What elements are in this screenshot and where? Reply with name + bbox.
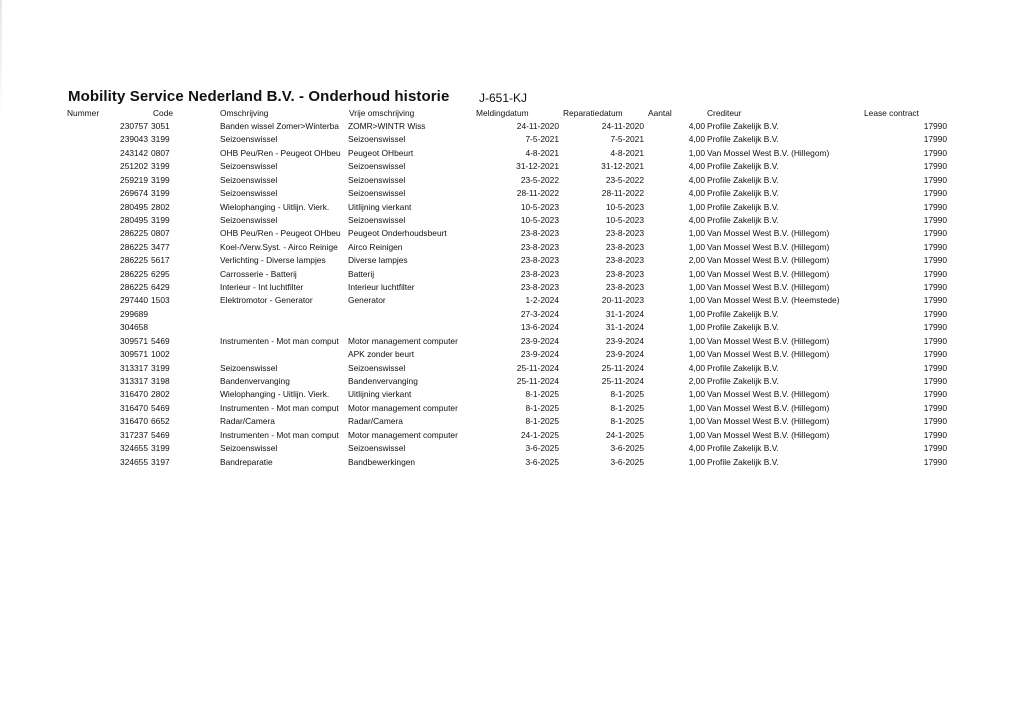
cell-meldingdatum: 8-1-2025	[525, 416, 559, 427]
cell-nummer: 280495	[120, 201, 148, 212]
cell-code: 3199	[151, 362, 170, 373]
cell-meldingdatum: 23-9-2024	[520, 335, 559, 346]
cell-reparatiedatum: 23-9-2024	[605, 349, 644, 360]
table-row	[0, 215, 1024, 228]
cell-aantal: 1,00	[688, 147, 705, 158]
cell-lease-contract: 17990	[923, 228, 947, 239]
cell-code: 3199	[151, 134, 170, 145]
cell-omschrijving: Koel-/Verw.Syst. - Airco Reinige	[220, 241, 338, 252]
cell-reparatiedatum: 4-8-2021	[610, 147, 644, 158]
cell-reparatiedatum: 8-1-2025	[610, 389, 644, 400]
cell-meldingdatum: 23-8-2023	[520, 282, 559, 293]
cell-aantal: 1,00	[688, 282, 705, 293]
cell-vrije-omschrijving: Diverse lampjes	[348, 255, 408, 266]
cell-omschrijving: Radar/Camera	[220, 416, 275, 427]
cell-reparatiedatum: 23-9-2024	[605, 335, 644, 346]
cell-omschrijving: Seizoenswissel	[220, 443, 278, 454]
cell-crediteur: Profile Zakelijk B.V.	[707, 375, 779, 386]
cell-code: 2802	[151, 389, 170, 400]
cell-code: 3199	[151, 161, 170, 172]
cell-lease-contract: 17990	[923, 134, 947, 145]
cell-meldingdatum: 4-8-2021	[525, 147, 559, 158]
cell-nummer: 230757	[120, 121, 148, 131]
cell-code: 3477	[151, 241, 170, 252]
cell-crediteur: Van Mossel West B.V. (Hillegom)	[707, 389, 830, 400]
table-row	[0, 269, 1024, 282]
table-row	[0, 188, 1024, 201]
cell-aantal: 1,00	[688, 322, 705, 333]
cell-aantal: 4,00	[688, 188, 705, 199]
cell-meldingdatum: 28-11-2022	[516, 188, 559, 199]
cell-code: 6429	[151, 282, 170, 293]
cell-lease-contract: 17990	[923, 416, 947, 427]
cell-lease-contract: 17990	[923, 308, 947, 319]
cell-nummer: 297440	[120, 295, 148, 306]
cell-crediteur: Van Mossel West B.V. (Hillegom)	[707, 416, 830, 427]
cell-reparatiedatum: 7-5-2021	[610, 134, 644, 145]
cell-reparatiedatum: 3-6-2025	[610, 443, 644, 454]
cell-meldingdatum: 24-11-2020	[516, 121, 559, 131]
cell-vrije-omschrijving: ZOMR>WINTR Wiss	[348, 121, 426, 131]
cell-crediteur: Profile Zakelijk B.V.	[707, 456, 779, 467]
cell-code: 3197	[151, 456, 170, 467]
cell-aantal: 1,00	[688, 228, 705, 239]
cell-meldingdatum: 23-5-2022	[520, 174, 559, 185]
cell-crediteur: Profile Zakelijk B.V.	[707, 443, 779, 454]
cell-code: 3199	[151, 188, 170, 199]
cell-aantal: 4,00	[688, 134, 705, 145]
table-row	[0, 255, 1024, 268]
cell-reparatiedatum: 23-8-2023	[605, 255, 644, 266]
table-row	[0, 295, 1024, 308]
cell-crediteur: Van Mossel West B.V. (Hillegom)	[707, 402, 830, 413]
cell-aantal: 1,00	[688, 456, 705, 467]
table-row	[0, 336, 1024, 349]
cell-crediteur: Van Mossel West B.V. (Hillegom)	[707, 268, 830, 279]
cell-code: 1503	[151, 295, 170, 306]
cell-vrije-omschrijving: Interieur luchtfilter	[348, 282, 415, 293]
cell-omschrijving: Elektromotor - Generator	[220, 295, 313, 306]
cell-reparatiedatum: 23-8-2023	[605, 228, 644, 239]
cell-meldingdatum: 23-8-2023	[520, 268, 559, 279]
cell-nummer: 316470	[120, 402, 148, 413]
cell-vrije-omschrijving: Motor management computer	[348, 335, 458, 346]
cell-crediteur: Profile Zakelijk B.V.	[707, 161, 779, 172]
cell-nummer: 243142	[120, 147, 148, 158]
cell-lease-contract: 17990	[923, 201, 947, 212]
cell-lease-contract: 17990	[923, 362, 947, 373]
cell-omschrijving: Seizoenswissel	[220, 188, 278, 199]
cell-meldingdatum: 27-3-2024	[520, 308, 559, 319]
cell-vrije-omschrijving: Bandenvervanging	[348, 375, 418, 386]
cell-aantal: 1,00	[688, 201, 705, 212]
table-row	[0, 121, 1024, 134]
cell-meldingdatum: 25-11-2024	[516, 375, 559, 386]
cell-aantal: 2,00	[688, 375, 705, 386]
scan-edge	[0, 0, 2, 120]
cell-lease-contract: 17990	[923, 322, 947, 333]
cell-meldingdatum: 23-9-2024	[520, 349, 559, 360]
cell-lease-contract: 17990	[923, 402, 947, 413]
cell-reparatiedatum: 20-11-2023	[601, 295, 644, 306]
cell-lease-contract: 17990	[923, 375, 947, 386]
cell-omschrijving: Verlichting - Diverse lampjes	[220, 255, 326, 266]
cell-crediteur: Van Mossel West B.V. (Heemstede)	[707, 295, 840, 306]
cell-omschrijving: OHB Peu/Ren - Peugeot OHbeu	[220, 228, 341, 239]
cell-code: 5469	[151, 402, 170, 413]
cell-crediteur: Profile Zakelijk B.V.	[707, 308, 779, 319]
cell-nummer: 317237	[120, 429, 148, 440]
cell-code: 0807	[151, 228, 170, 239]
cell-vrije-omschrijving: Uitlijning vierkant	[348, 389, 412, 400]
cell-reparatiedatum: 24-1-2025	[605, 429, 644, 440]
cell-lease-contract: 17990	[923, 389, 947, 400]
cell-nummer: 286225	[120, 282, 148, 293]
cell-lease-contract: 17990	[923, 295, 947, 306]
table-row	[0, 242, 1024, 255]
cell-vrije-omschrijving: Seizoenswissel	[348, 362, 406, 373]
cell-reparatiedatum: 31-12-2021	[601, 161, 644, 172]
cell-lease-contract: 17990	[923, 174, 947, 185]
cell-omschrijving: Seizoenswissel	[220, 161, 278, 172]
cell-lease-contract: 17990	[923, 214, 947, 225]
cell-crediteur: Van Mossel West B.V. (Hillegom)	[707, 429, 830, 440]
cell-aantal: 1,00	[688, 389, 705, 400]
cell-reparatiedatum: 10-5-2023	[605, 214, 644, 225]
cell-lease-contract: 17990	[923, 255, 947, 266]
cell-omschrijving: Instrumenten - Mot man comput	[220, 429, 339, 440]
license-plate: J-651-KJ	[479, 91, 528, 105]
cell-vrije-omschrijving: Peugeot OHbeurt	[348, 147, 414, 158]
cell-crediteur: Van Mossel West B.V. (Hillegom)	[707, 228, 830, 239]
cell-meldingdatum: 10-5-2023	[520, 201, 559, 212]
header-reparatiedatum: Reparatiedatum	[563, 108, 623, 118]
page-title: Mobility Service Nederland B.V. - Onderhoud historie	[68, 88, 450, 105]
cell-code: 3199	[151, 443, 170, 454]
cell-meldingdatum: 31-12-2021	[516, 161, 559, 172]
cell-nummer: 286225	[120, 228, 148, 239]
cell-omschrijving: Interieur - Int luchtfilter	[220, 282, 304, 293]
cell-nummer: 316470	[120, 416, 148, 427]
cell-lease-contract: 17990	[923, 268, 947, 279]
cell-aantal: 4,00	[688, 362, 705, 373]
cell-vrije-omschrijving: Batterij	[348, 268, 375, 279]
cell-reparatiedatum: 8-1-2025	[610, 402, 644, 413]
cell-reparatiedatum: 31-1-2024	[605, 322, 644, 333]
cell-lease-contract: 17990	[923, 121, 947, 131]
cell-meldingdatum: 8-1-2025	[525, 389, 559, 400]
cell-crediteur: Van Mossel West B.V. (Hillegom)	[707, 335, 830, 346]
cell-code: 3199	[151, 174, 170, 185]
cell-lease-contract: 17990	[923, 241, 947, 252]
cell-meldingdatum: 7-5-2021	[525, 134, 559, 145]
cell-vrije-omschrijving: Uitlijning vierkant	[348, 201, 412, 212]
cell-meldingdatum: 25-11-2024	[516, 362, 559, 373]
cell-meldingdatum: 10-5-2023	[520, 214, 559, 225]
cell-crediteur: Profile Zakelijk B.V.	[707, 121, 779, 131]
cell-reparatiedatum: 3-6-2025	[610, 456, 644, 467]
table-row	[0, 148, 1024, 161]
cell-nummer: 251202	[120, 161, 148, 172]
cell-meldingdatum: 3-6-2025	[525, 456, 559, 467]
table-row	[0, 349, 1024, 362]
cell-omschrijving: Banden wissel Zomer>Winterba	[220, 121, 339, 131]
cell-lease-contract: 17990	[923, 188, 947, 199]
cell-aantal: 1,00	[688, 308, 705, 319]
cell-code: 3198	[151, 375, 170, 386]
cell-lease-contract: 17990	[923, 429, 947, 440]
cell-vrije-omschrijving: Motor management computer	[348, 429, 458, 440]
cell-lease-contract: 17990	[923, 349, 947, 360]
cell-nummer: 316470	[120, 389, 148, 400]
table-row	[0, 282, 1024, 295]
cell-vrije-omschrijving: Seizoenswissel	[348, 214, 406, 225]
cell-aantal: 1,00	[688, 416, 705, 427]
cell-omschrijving: Carrosserie - Batterij	[220, 268, 297, 279]
cell-meldingdatum: 13-6-2024	[520, 322, 559, 333]
cell-nummer: 313317	[120, 375, 148, 386]
cell-omschrijving: OHB Peu/Ren - Peugeot OHbeu	[220, 147, 341, 158]
cell-nummer: 269674	[120, 188, 148, 199]
table-row	[0, 134, 1024, 147]
cell-vrije-omschrijving: Radar/Camera	[348, 416, 403, 427]
cell-omschrijving: Seizoenswissel	[220, 214, 278, 225]
header-meldingdatum: Meldingdatum	[476, 108, 529, 118]
cell-vrije-omschrijving: Generator	[348, 295, 386, 306]
cell-vrije-omschrijving: Seizoenswissel	[348, 174, 406, 185]
cell-nummer: 313317	[120, 362, 148, 373]
cell-lease-contract: 17990	[923, 147, 947, 158]
cell-nummer: 286225	[120, 255, 148, 266]
cell-code: 5469	[151, 335, 170, 346]
cell-code: 3051	[151, 121, 170, 131]
table-row	[0, 376, 1024, 389]
cell-omschrijving: Seizoenswissel	[220, 174, 278, 185]
cell-aantal: 1,00	[688, 268, 705, 279]
cell-meldingdatum: 8-1-2025	[525, 402, 559, 413]
cell-vrije-omschrijving: Airco Reinigen	[348, 241, 403, 252]
cell-omschrijving: Wielophanging - Uitlijn. Vierk.	[220, 389, 330, 400]
cell-crediteur: Profile Zakelijk B.V.	[707, 174, 779, 185]
cell-lease-contract: 17990	[923, 282, 947, 293]
cell-meldingdatum: 23-8-2023	[520, 241, 559, 252]
cell-code: 2802	[151, 201, 170, 212]
cell-code: 0807	[151, 147, 170, 158]
cell-crediteur: Van Mossel West B.V. (Hillegom)	[707, 255, 830, 266]
cell-aantal: 1,00	[688, 241, 705, 252]
cell-nummer: 259219	[120, 174, 148, 185]
cell-crediteur: Profile Zakelijk B.V.	[707, 214, 779, 225]
cell-aantal: 4,00	[688, 174, 705, 185]
cell-nummer: 239043	[120, 134, 148, 145]
cell-crediteur: Van Mossel West B.V. (Hillegom)	[707, 349, 830, 360]
cell-reparatiedatum: 25-11-2024	[601, 362, 644, 373]
cell-reparatiedatum: 24-11-2020	[601, 121, 644, 131]
cell-reparatiedatum: 23-5-2022	[605, 174, 644, 185]
header-lease-contract: Lease contract	[864, 108, 919, 118]
cell-vrije-omschrijving: Peugeot Onderhoudsbeurt	[348, 228, 447, 239]
cell-meldingdatum: 1-2-2024	[525, 295, 559, 306]
header-nummer: Nummer	[67, 108, 100, 118]
cell-aantal: 4,00	[688, 214, 705, 225]
cell-vrije-omschrijving: Seizoenswissel	[348, 188, 406, 199]
cell-reparatiedatum: 23-8-2023	[605, 282, 644, 293]
cell-aantal: 4,00	[688, 443, 705, 454]
header-crediteur: Crediteur	[707, 108, 742, 118]
cell-vrije-omschrijving: Seizoenswissel	[348, 161, 406, 172]
cell-omschrijving: Bandenvervanging	[220, 375, 290, 386]
cell-crediteur: Profile Zakelijk B.V.	[707, 322, 779, 333]
cell-meldingdatum: 23-8-2023	[520, 255, 559, 266]
cell-aantal: 4,00	[688, 161, 705, 172]
cell-aantal: 1,00	[688, 349, 705, 360]
table-row	[0, 430, 1024, 443]
cell-code: 5617	[151, 255, 170, 266]
cell-omschrijving: Bandreparatie	[220, 456, 273, 467]
header-vrije-omschrijving: Vrije omschrijving	[349, 108, 415, 118]
cell-reparatiedatum: 28-11-2022	[601, 188, 644, 199]
cell-code: 5469	[151, 429, 170, 440]
cell-omschrijving: Instrumenten - Mot man comput	[220, 335, 339, 346]
table-row	[0, 389, 1024, 402]
cell-reparatiedatum: 10-5-2023	[605, 201, 644, 212]
cell-vrije-omschrijving: Bandbewerkingen	[348, 456, 416, 467]
cell-nummer: 299689	[120, 308, 148, 319]
table-row	[0, 228, 1024, 241]
cell-aantal: 1,00	[688, 295, 705, 306]
cell-nummer: 309571	[120, 349, 148, 360]
cell-nummer: 286225	[120, 268, 148, 279]
cell-meldingdatum: 23-8-2023	[520, 228, 559, 239]
cell-aantal: 1,00	[688, 429, 705, 440]
cell-code: 1002	[151, 349, 170, 360]
cell-crediteur: Profile Zakelijk B.V.	[707, 134, 779, 145]
cell-reparatiedatum: 25-11-2024	[601, 375, 644, 386]
cell-reparatiedatum: 23-8-2023	[605, 268, 644, 279]
cell-nummer: 324655	[120, 443, 148, 454]
table-row	[0, 175, 1024, 188]
cell-reparatiedatum: 31-1-2024	[605, 308, 644, 319]
cell-code: 6295	[151, 268, 170, 279]
cell-aantal: 4,00	[688, 121, 705, 131]
cell-reparatiedatum: 8-1-2025	[610, 416, 644, 427]
cell-vrije-omschrijving: APK zonder beurt	[348, 349, 415, 360]
table-row	[0, 443, 1024, 456]
cell-vrije-omschrijving: Seizoenswissel	[348, 443, 406, 454]
table-row	[0, 416, 1024, 429]
cell-nummer: 280495	[120, 214, 148, 225]
cell-omschrijving: Instrumenten - Mot man comput	[220, 402, 339, 413]
cell-meldingdatum: 3-6-2025	[525, 443, 559, 454]
cell-aantal: 2,00	[688, 255, 705, 266]
table-row	[0, 403, 1024, 416]
table-row	[0, 363, 1024, 376]
cell-lease-contract: 17990	[923, 161, 947, 172]
cell-lease-contract: 17990	[923, 456, 947, 467]
table-row	[0, 202, 1024, 215]
cell-aantal: 1,00	[688, 402, 705, 413]
table-row	[0, 161, 1024, 174]
header-aantal: Aantal	[648, 108, 672, 118]
cell-nummer: 309571	[120, 335, 148, 346]
cell-aantal: 1,00	[688, 335, 705, 346]
cell-crediteur: Profile Zakelijk B.V.	[707, 201, 779, 212]
cell-crediteur: Profile Zakelijk B.V.	[707, 362, 779, 373]
cell-crediteur: Profile Zakelijk B.V.	[707, 188, 779, 199]
table-row	[0, 457, 1024, 470]
table-row	[0, 309, 1024, 322]
table-row	[0, 322, 1024, 335]
cell-omschrijving: Wielophanging - Uitlijn. Vierk.	[220, 201, 330, 212]
cell-crediteur: Van Mossel West B.V. (Hillegom)	[707, 147, 830, 158]
cell-lease-contract: 17990	[923, 443, 947, 454]
cell-meldingdatum: 24-1-2025	[520, 429, 559, 440]
cell-nummer: 304658	[120, 322, 148, 333]
cell-omschrijving: Seizoenswissel	[220, 134, 278, 145]
cell-vrije-omschrijving: Motor management computer	[348, 402, 458, 413]
cell-nummer: 286225	[120, 241, 148, 252]
cell-crediteur: Van Mossel West B.V. (Hillegom)	[707, 241, 830, 252]
header-code: Code	[153, 108, 174, 118]
cell-omschrijving: Seizoenswissel	[220, 362, 278, 373]
header-omschrijving: Omschrijving	[220, 108, 269, 118]
cell-reparatiedatum: 23-8-2023	[605, 241, 644, 252]
cell-nummer: 324655	[120, 456, 148, 467]
cell-code: 3199	[151, 214, 170, 225]
cell-lease-contract: 17990	[923, 335, 947, 346]
cell-code: 6652	[151, 416, 170, 427]
cell-vrije-omschrijving: Seizoenswissel	[348, 134, 406, 145]
cell-crediteur: Van Mossel West B.V. (Hillegom)	[707, 282, 830, 293]
